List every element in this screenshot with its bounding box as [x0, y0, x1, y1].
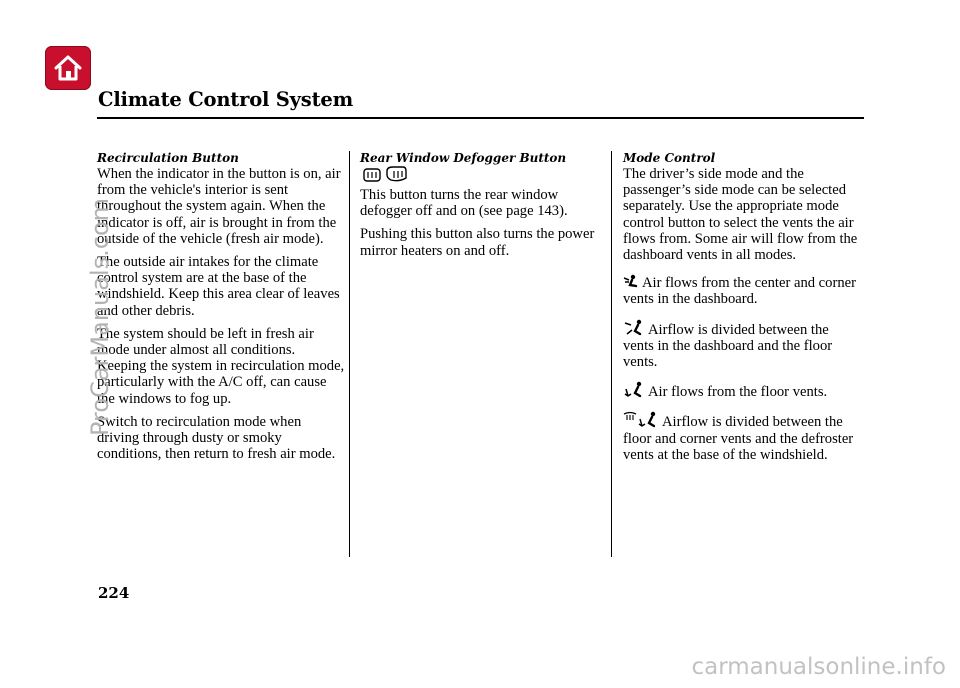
rear-defogger-heading	[360, 151, 604, 186]
section-title: Climate Control System	[98, 88, 354, 111]
column-divider	[611, 151, 612, 557]
mode-item	[623, 319, 863, 371]
column-recirculation	[97, 151, 347, 469]
mode-text: Air flows from the floor vents.	[648, 384, 828, 401]
side-watermark: ProCarManuals.com	[86, 197, 114, 436]
paragraph: When the indicator in the button is on, air from the vehicle's interior is sent throughout the system again. When the indicator is off, air is brought in from the outside of the vehicle (fresh air mode).	[97, 166, 341, 247]
bottom-watermark: carmanualsonline.info	[691, 654, 946, 680]
rear-defogger-heading-text: Rear Window Defogger Button	[360, 151, 567, 165]
mirror-heater-icon	[385, 165, 407, 183]
vent-mode-icon	[623, 274, 639, 290]
column-divider	[349, 151, 350, 557]
rear-defogger-icon	[363, 167, 381, 183]
mode-item	[623, 274, 863, 307]
bilevel-mode-icon	[623, 319, 645, 337]
home-button[interactable]	[45, 46, 91, 90]
paragraph: The outside air intakes for the climate control system are at the base of the windshield. Keep this area clear of leaves and other debris.	[97, 254, 340, 319]
paragraph: Pushing this button also turns the power mirror heaters on and off.	[360, 226, 595, 259]
column-rear-defogger	[360, 151, 604, 266]
page-number: 224	[98, 584, 130, 602]
paragraph: This button turns the rear window defogger off and on (see page 143).	[360, 187, 568, 220]
mode-control-heading: Mode Control	[623, 151, 716, 165]
recirculation-heading: Recirculation Button	[97, 151, 239, 165]
mode-item	[623, 381, 863, 400]
paragraph: The system should be left in fresh air mode under almost all conditions. Keeping the system in recirculation mode, particularly with the A/C off, can cause the windows to fog up.	[97, 325, 345, 407]
home-icon	[52, 52, 84, 84]
floor-mode-icon	[623, 381, 645, 399]
column-mode-control	[623, 151, 863, 470]
mode-text: Airflow is divided between the vents in the dashboard and the floor vents.	[623, 321, 833, 371]
mode-item	[623, 411, 863, 463]
paragraph: The driver’s side mode and the passenger’s side mode can be selected separately. Use the appropriate mode control button to select the vents the air flows from. Some air will flow from the dashboard vents in all modes.	[623, 166, 858, 264]
floor-defrost-mode-icon	[623, 411, 659, 429]
mode-text: Air flows from the center and corner vents in the dashboard.	[623, 275, 856, 308]
paragraph: Switch to recirculation mode when driving through dusty or smoky conditions, then return to fresh air mode.	[97, 413, 336, 463]
title-divider	[97, 117, 864, 119]
mode-text: Airflow is divided between the floor and corner vents and the defroster vents at the base of the windshield.	[623, 414, 854, 463]
